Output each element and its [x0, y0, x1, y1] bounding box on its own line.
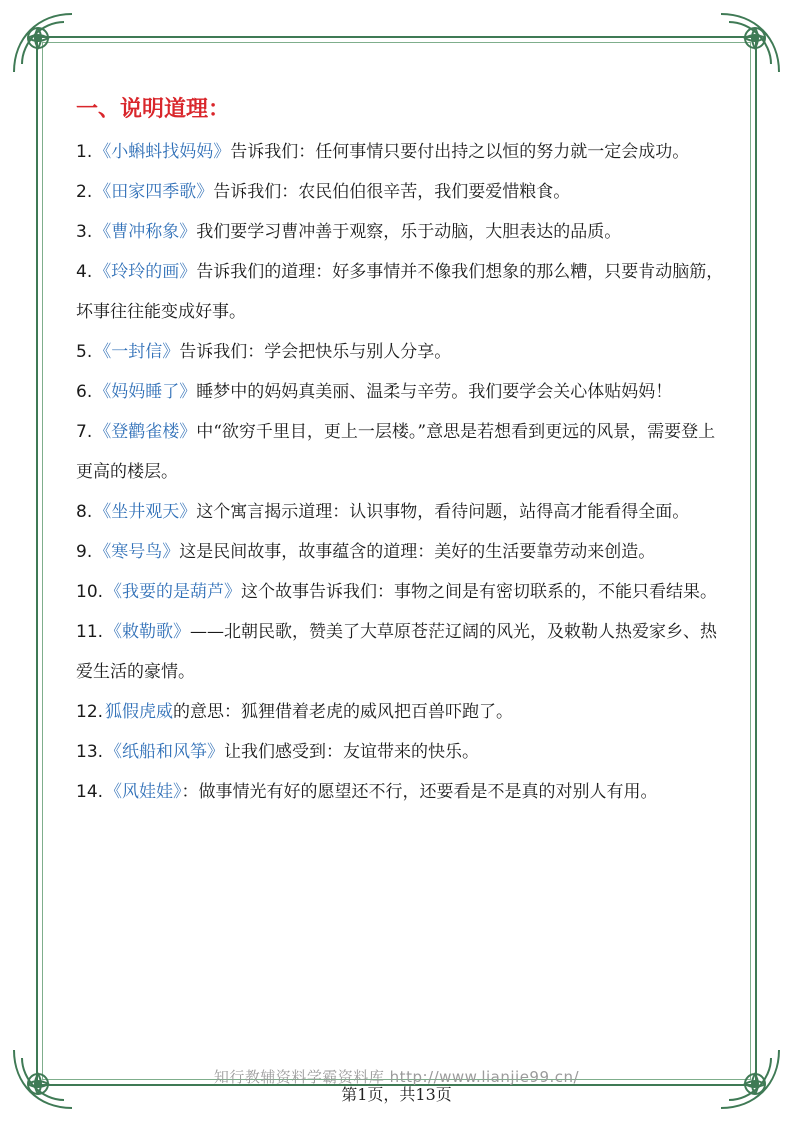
- section-heading: 一、说明道理：: [76, 96, 231, 122]
- list-item: [76, 532, 726, 572]
- item-title: 《田家四季歌》: [94, 182, 214, 202]
- item-title: 《曹冲称象》: [94, 222, 197, 242]
- item-number: 1.: [76, 142, 93, 162]
- item-title: 《敕勒歌》: [105, 622, 191, 642]
- list-item: [76, 132, 726, 172]
- item-title: 《风娃娃》: [105, 782, 182, 802]
- list-item: [76, 772, 726, 812]
- list-item: [76, 692, 726, 732]
- list-item: [76, 612, 726, 692]
- item-number: 14.: [76, 782, 104, 802]
- item-number: 12.: [76, 702, 104, 722]
- corner-ornament-top-right: [715, 8, 785, 78]
- item-number: 6.: [76, 382, 93, 402]
- item-text: 中“欲穷千里目，更上一层楼。”意思是若想看到更远的风景，需要登上更高的楼层。: [76, 422, 716, 482]
- item-number: 5.: [76, 342, 93, 362]
- item-title: 《我要的是葫芦》: [105, 582, 242, 602]
- list-item: [76, 252, 726, 332]
- list-item: [76, 732, 726, 772]
- item-title: 《纸船和风筝》: [105, 742, 225, 762]
- list-item: [76, 492, 726, 532]
- footer-watermark: 知行教辅资料学霸资料库 http://www.lianjie99.cn/: [213, 1068, 580, 1086]
- item-text: 告诉我们：任何事情只要付出持之以恒的努力就一定会成功。: [230, 142, 690, 162]
- item-number: 4.: [76, 262, 93, 282]
- item-number: 2.: [76, 182, 93, 202]
- item-text: ——北朝民歌，赞美了大草原苍茫辽阔的风光，及敕勒人热爱家乡、热爱生活的豪情。: [76, 622, 718, 682]
- item-text: 这是民间故事，故事蕴含的道理：美好的生活要靠劳动来创造。: [179, 542, 656, 562]
- item-number: 7.: [76, 422, 93, 442]
- item-number: 11.: [76, 622, 104, 642]
- list-item: [76, 212, 726, 252]
- item-text: 我们要学习曹冲善于观察，乐于动脑，大胆表达的品质。: [196, 222, 622, 242]
- item-text: 让我们感受到：友谊带来的快乐。: [224, 742, 480, 762]
- item-number: 9.: [76, 542, 93, 562]
- page-number: 第1页，共13页: [341, 1085, 452, 1104]
- corner-ornament-top-left: [8, 8, 78, 78]
- list-item: [76, 172, 726, 212]
- item-text: 告诉我们：学会把快乐与别人分享。: [179, 342, 452, 362]
- item-number: 10.: [76, 582, 104, 602]
- item-title: 《登鹳雀楼》: [94, 422, 197, 442]
- list-item: [76, 572, 726, 612]
- item-title: 狐假虎威: [105, 702, 174, 722]
- item-title: 《妈妈睡了》: [94, 382, 197, 402]
- item-text: 这个寓言揭示道理：认识事物，看待问题，站得高才能看得全面。: [196, 502, 690, 522]
- item-text: ：做事情光有好的愿望还不行，还要看是不是真的对别人有用。: [181, 782, 658, 802]
- item-list: [76, 132, 726, 812]
- item-title: 《小蝌蚪找妈妈》: [94, 142, 231, 162]
- list-item: [76, 372, 726, 412]
- item-title: 《坐井观天》: [94, 502, 197, 522]
- item-title: 《玲玲的画》: [94, 262, 197, 282]
- list-item: [76, 332, 726, 372]
- item-number: 8.: [76, 502, 93, 522]
- item-text: 告诉我们：农民伯伯很辛苦，我们要爱惜粮食。: [213, 182, 571, 202]
- item-text: 睡梦中的妈妈真美丽、温柔与辛劳。我们要学会关心体贴妈妈！: [196, 382, 673, 402]
- document-content: [76, 92, 726, 812]
- item-title: 《一封信》: [94, 342, 180, 362]
- item-title: 《寒号鸟》: [94, 542, 180, 562]
- item-number: 3.: [76, 222, 93, 242]
- item-number: 13.: [76, 742, 104, 762]
- item-text: 告诉我们的道理：好多事情并不像我们想象的那么糟，只要肯动脑筋，坏事往往能变成好事。: [76, 262, 724, 322]
- item-text: 这个故事告诉我们：事物之间是有密切联系的，不能只看结果。: [241, 582, 718, 602]
- list-item: [76, 412, 726, 492]
- item-text: 的意思：狐狸借着老虎的威风把百兽吓跑了。: [173, 702, 514, 722]
